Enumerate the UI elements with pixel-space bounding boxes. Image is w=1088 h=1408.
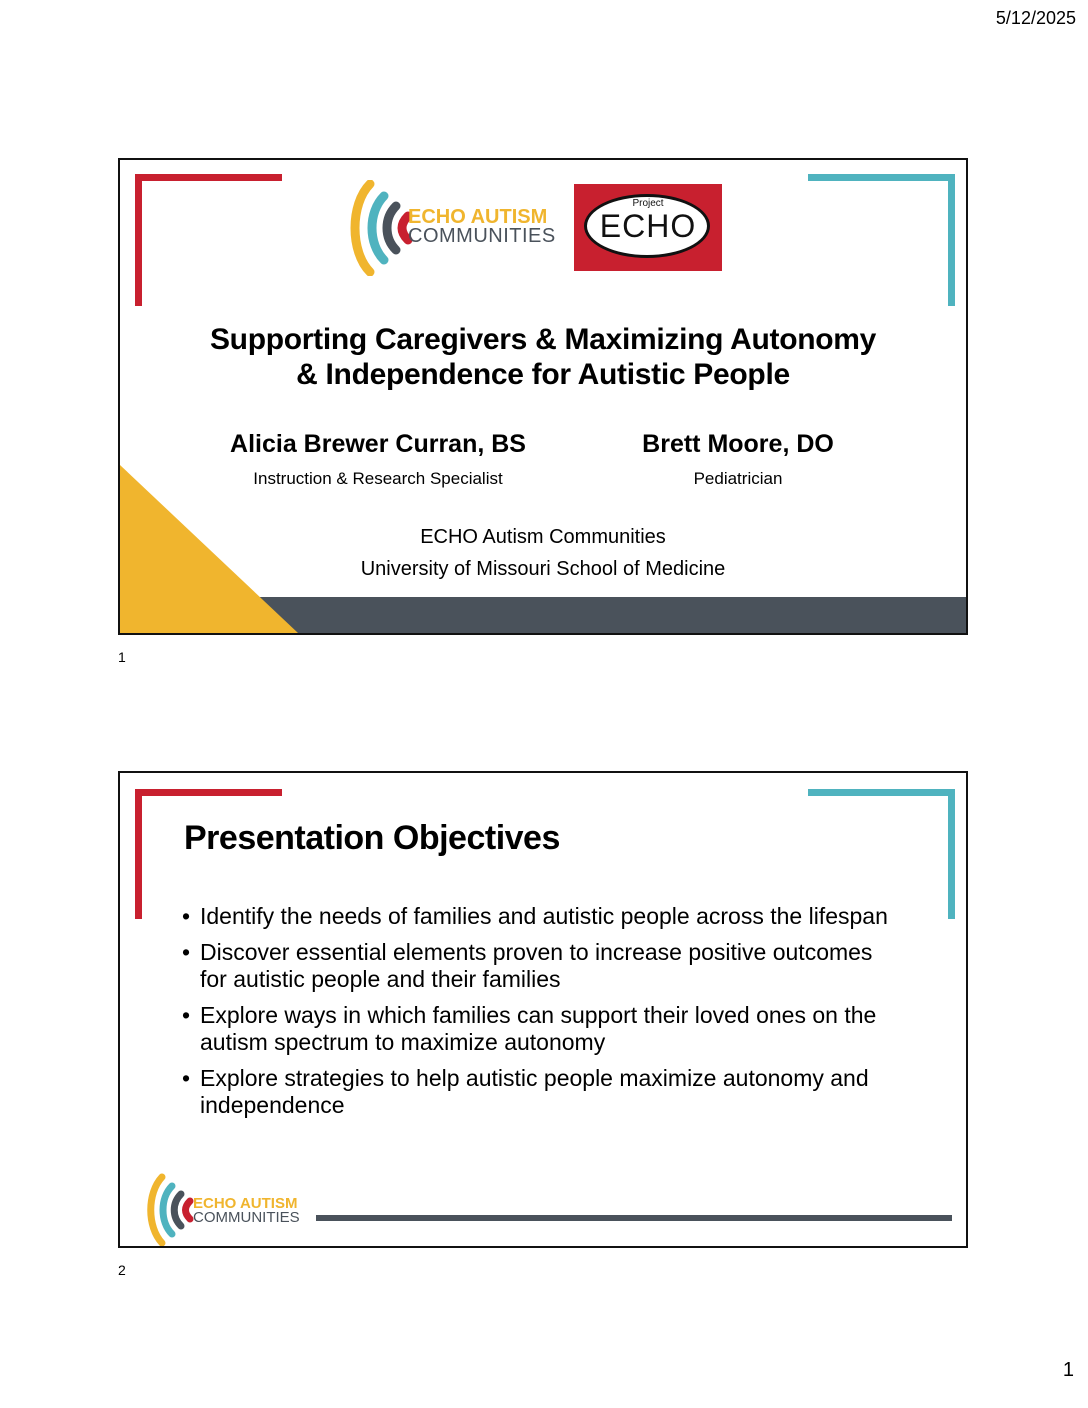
slide-2-number: 2 — [118, 1262, 126, 1278]
logo-arcs-icon — [146, 1173, 198, 1247]
objective-item: • Explore ways in which families can support their loved ones on the autism spectrum to maximize autonomy — [182, 1002, 902, 1056]
teal-bracket-top — [808, 174, 955, 181]
page-number: 1 — [1062, 1359, 1074, 1381]
presenter-2 — [598, 430, 878, 489]
footer-line — [316, 1215, 952, 1221]
logo-line1: ECHO AUTISM — [193, 1195, 298, 1212]
teal-bracket-side — [948, 789, 955, 919]
page-date: 5/12/2025 — [995, 8, 1076, 28]
slide2-title: Presentation Objectives — [184, 819, 560, 857]
logo-line1: ECHO AUTISM — [408, 206, 548, 228]
presenter-2-role: Pediatrician — [693, 469, 783, 488]
yellow-triangle — [120, 465, 298, 633]
objective-item: • Identify the needs of families and autistic people across the lifespan — [182, 903, 902, 930]
project-echo-logo — [574, 184, 722, 271]
org-line-2: University of Missouri School of Medicine — [360, 558, 726, 580]
org-line-1: ECHO Autism Communities — [420, 526, 666, 548]
presenter-1-role: Instruction & Research Specialist — [253, 469, 503, 488]
slide-1-number: 1 — [118, 649, 126, 665]
teal-bracket-side — [948, 174, 955, 306]
objective-item: • Discover essential elements proven to increase positive outcomes for autistic people and their families — [182, 939, 902, 993]
slide1-title — [120, 322, 966, 392]
project-echo-word: ECHO — [599, 208, 697, 244]
logo-line2: COMMUNITIES — [408, 225, 556, 247]
slide1-title-line2: & Independence for Autistic People — [296, 358, 790, 391]
project-echo-small: Project — [632, 198, 664, 209]
logo-line2: COMMUNITIES — [193, 1209, 300, 1226]
presenter-1-name: Alicia Brewer Curran, BS — [230, 430, 526, 458]
slide-2 — [118, 771, 968, 1248]
teal-bracket-top — [808, 789, 955, 796]
echo-autism-logo-small — [146, 1173, 306, 1247]
echo-autism-logo — [348, 180, 556, 276]
objectives-list — [182, 903, 902, 1128]
red-bracket-side — [135, 789, 142, 919]
red-bracket-top — [135, 174, 282, 181]
slide-1 — [118, 158, 968, 635]
objective-item: • Explore strategies to help autistic people maximize autonomy and independence — [182, 1065, 902, 1119]
red-bracket-top — [135, 789, 282, 796]
slide1-title-line1: Supporting Caregivers & Maximizing Autonomy — [209, 323, 877, 356]
red-bracket-side — [135, 174, 142, 306]
presenter-2-name: Brett Moore, DO — [642, 430, 834, 458]
